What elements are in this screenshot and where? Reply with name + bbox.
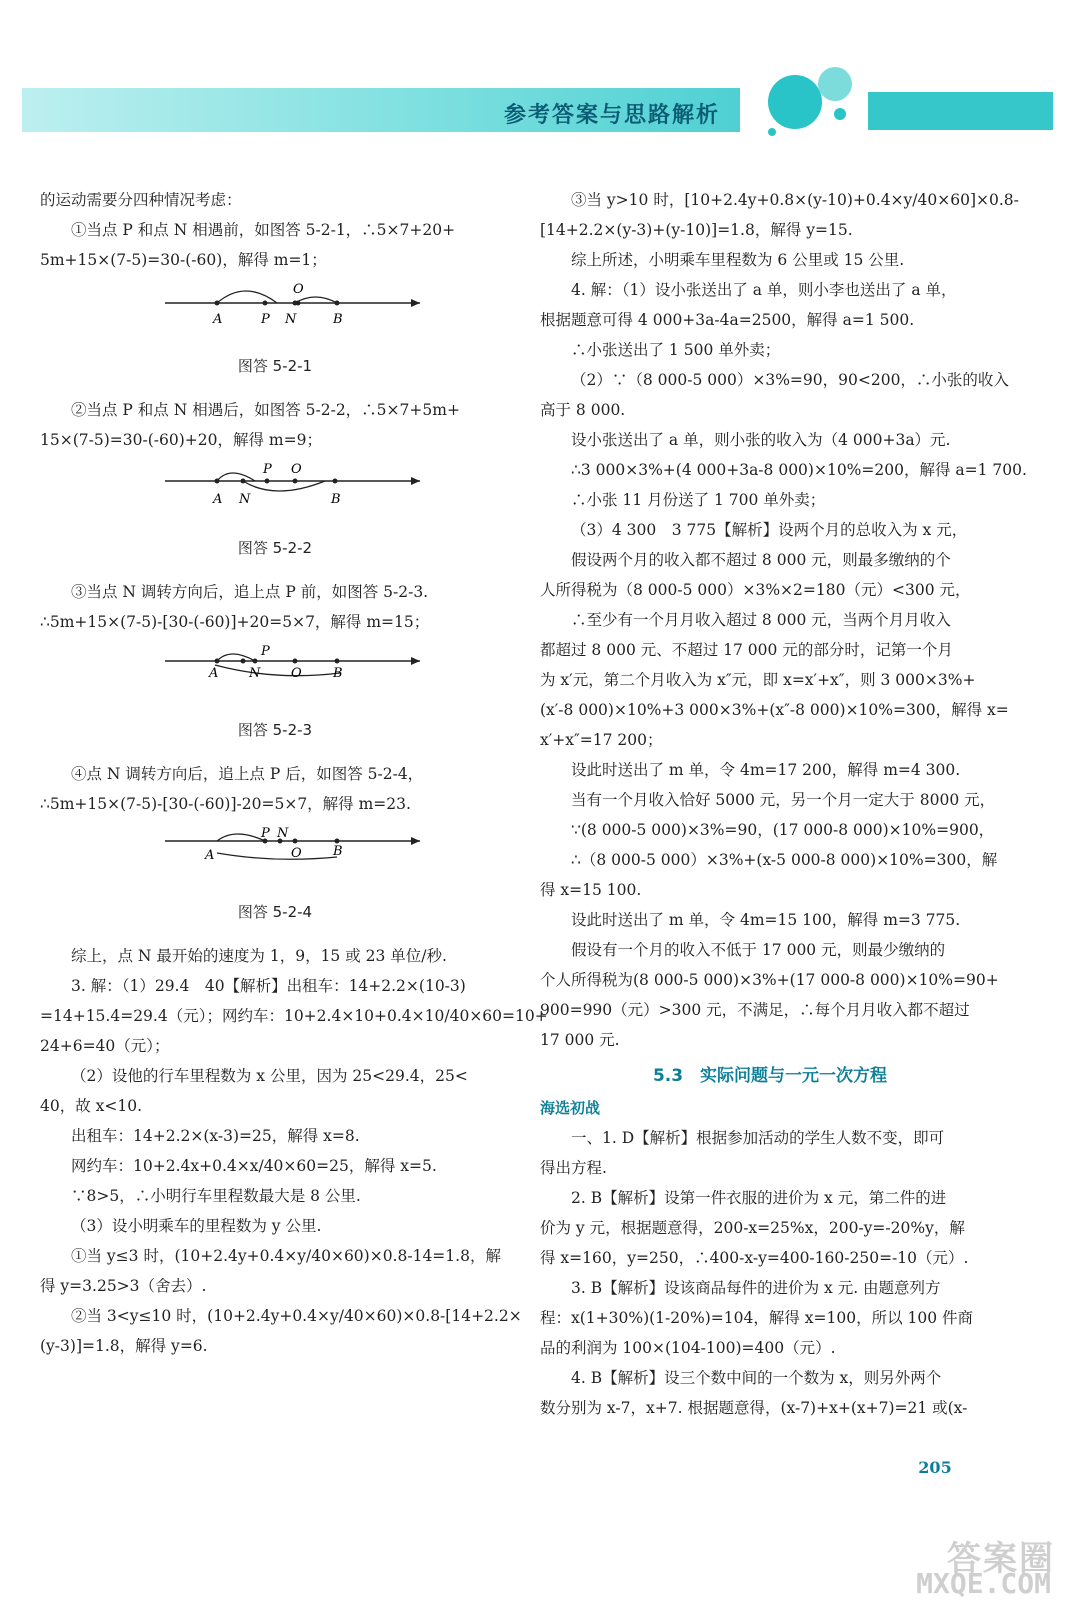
figure-5-2-2	[40, 461, 510, 519]
text-line: 品的利润为 100×(104-100)=400（元）.	[540, 1339, 836, 1357]
text-line: 程：x(1+30%)(1-20%)=104，解得 x=100，所以 100 件商	[540, 1309, 974, 1327]
text-line: ∵8>5，∴小明行车里程数最大是 8 公里.	[71, 1187, 361, 1205]
svg-text:A: A	[205, 848, 215, 863]
header-band-right	[868, 92, 1053, 130]
text-line: 2. B【解析】设第一件衣服的进价为 x 元，第二件的进	[571, 1189, 947, 1207]
text-line: 得 x=15 100.	[540, 881, 642, 899]
text-line: ∴小张 11 月份送了 1 700 单外卖；	[571, 491, 826, 509]
bubble-medium	[818, 67, 852, 101]
page-number: 205	[918, 1458, 952, 1477]
bubble-decoration	[760, 60, 870, 150]
text-line: 的运动需要分四种情况考虑：	[40, 191, 242, 209]
bubble-small	[834, 108, 846, 120]
number-line-diagram	[125, 281, 425, 327]
text-line: 假设两个月的收入都不超过 8 000 元，则最多缴纳的个	[571, 551, 951, 569]
subsection-title: 海选初战	[540, 1099, 601, 1117]
figure-5-2-1	[40, 281, 510, 337]
text-line: (x′-8 000)×10%+3 000×3%+(x″-8 000)×10%=300，解得 x=	[540, 701, 1009, 719]
number-line-diagram	[125, 643, 425, 691]
left-column	[40, 185, 548, 1361]
text-line: 个人所得税为(8 000-5 000)×3%+(17 000-8 000)×10%=90+	[540, 971, 999, 989]
figure-5-2-3	[40, 643, 510, 701]
figure-caption: 图答 5-2-4	[237, 903, 313, 921]
text-line: 综上所述，小明乘车里程数为 6 公里或 15 公里.	[571, 251, 905, 269]
svg-text:A: A	[213, 492, 223, 507]
text-line: 5m+15×(7-5)=30-(-60)，解得 m=1；	[40, 251, 327, 269]
text-line: （3）4 300 3 775【解析】设两个月的总收入为 x 元，	[571, 521, 968, 539]
svg-text:N: N	[239, 492, 251, 507]
text-line: 4. B【解析】设三个数中间的一个数为 x，则另外两个	[571, 1369, 942, 1387]
label: N	[285, 312, 297, 327]
text-line: （3）设小明乘车的里程数为 y 公里.	[71, 1217, 322, 1235]
text-line: ∴至少有一个月月收入超过 8 000 元，当两个月月收入	[571, 611, 951, 629]
svg-text:P: P	[261, 644, 270, 659]
right-column	[540, 185, 1027, 1423]
label: P	[261, 312, 270, 327]
text-line: ③当 y>10 时，[10+2.4y+0.8×(y-10)+0.4×y/40×60]×0.8-	[571, 191, 1019, 209]
svg-text:P: P	[263, 462, 272, 477]
text-line: ②当点 P 和点 N 相遇后，如图答 5-2-2，∴5×7+5m+	[71, 401, 460, 419]
text-line: 24+6=40（元）；	[40, 1037, 170, 1055]
text-line: 出租车：14+2.2×(x-3)=25，解得 x=8.	[71, 1127, 360, 1145]
text-line: 设小张送出了 a 单，则小张的收入为（4 000+3a）元.	[571, 431, 951, 449]
svg-text:B: B	[333, 844, 343, 859]
text-line: =14+15.4=29.4（元）；网约车：10+2.4×10+0.4×10/40×60=10+	[40, 1007, 548, 1025]
svg-text:N: N	[277, 826, 289, 841]
text-line: ∴（8 000-5 000）×3%+(x-5 000-8 000)×10%=300，解	[571, 851, 998, 869]
svg-text:B: B	[333, 666, 343, 681]
text-line: ③当点 N 调转方向后，追上点 P 前，如图答 5-2-3.	[71, 583, 429, 601]
text-line: ①当点 P 和点 N 相遇前，如图答 5-2-1，∴5×7+20+	[71, 221, 456, 239]
text-line: 假设有一个月的收入不低于 17 000 元，则最少缴纳的	[571, 941, 946, 959]
svg-text:N: N	[249, 666, 261, 681]
label: B	[333, 312, 343, 327]
text-line: 网约车：10+2.4x+0.4×x/40×60=25，解得 x=5.	[71, 1157, 437, 1175]
text-line: ∴小张送出了 1 500 单外卖；	[571, 341, 781, 359]
text-line: 40，故 x<10.	[40, 1097, 143, 1115]
text-line: 都超过 8 000 元、不超过 17 000 元的部分时，记第一个月	[540, 641, 953, 659]
text-line: 设此时送出了 m 单，令 4m=15 100，解得 m=3 775.	[571, 911, 961, 929]
text-line: 当有一个月收入恰好 5000 元，另一个月一定大于 8000 元，	[571, 791, 996, 809]
text-line: [14+2.2×(y-3)+(y-10)]=1.8，解得 y=15.	[540, 221, 853, 239]
text-line: 人所得税为（8 000-5 000）×3%×2=180（元）<300 元，	[540, 581, 971, 599]
text-line: 17 000 元.	[540, 1031, 620, 1049]
text-line: 4. 解：（1）设小张送出了 a 单，则小李也送出了 a 单，	[571, 281, 957, 299]
number-line-diagram	[125, 825, 425, 873]
text-line: (y-3)]=1.8，解得 y=6.	[40, 1337, 208, 1355]
label: A	[213, 312, 223, 327]
watermark: 答案圈	[947, 1539, 1055, 1579]
figure-5-2-4	[40, 825, 510, 883]
svg-text:A: A	[209, 666, 219, 681]
text-line: 900=990（元）>300 元，不满足，∴每个月月收入都不超过	[540, 1001, 970, 1019]
text-line: 3. 解：（1）29.4 40【解析】出租车：14+2.2×(10-3)	[71, 977, 466, 995]
text-line: ④点 N 调转方向后，追上点 P 后，如图答 5-2-4，	[71, 765, 424, 783]
text-line: 高于 8 000.	[540, 401, 626, 419]
svg-text:O: O	[291, 462, 302, 477]
svg-text:P: P	[261, 826, 270, 841]
figure-caption: 图答 5-2-2	[237, 539, 313, 557]
watermark-url: MXQE.COM	[916, 1567, 1051, 1600]
header-title: 参考答案与思路解析	[503, 103, 720, 128]
text-line: 为 x′元，第二个月收入为 x″元，即 x=x′+x″，则 3 000×3%+	[540, 671, 976, 689]
section-title: 5.3 实际问题与一元一次方程	[652, 1066, 888, 1086]
text-line: ∵(8 000-5 000)×3%=90，(17 000-8 000)×10%=900，	[571, 821, 995, 839]
text-line: ∴5m+15×(7-5)-[30-(-60)]-20=5×7，解得 m=23.	[40, 795, 411, 813]
text-line: 数分别为 x-7，x+7. 根据题意得，(x-7)+x+(x+7)=21 或(x-	[540, 1399, 968, 1417]
text-line: 得 y=3.25>3（舍去）.	[40, 1277, 207, 1295]
number-line-diagram	[125, 461, 425, 509]
text-line: 价为 y 元，根据题意得，200-x=25%x，200-y=-20%y，解	[540, 1219, 965, 1237]
text-line: 得 x=160，y=250，∴400-x-y=400-160-250=-10（元）.	[540, 1249, 969, 1267]
svg-text:O: O	[291, 846, 302, 861]
text-line: x′+x″=17 200；	[540, 731, 663, 749]
figure-caption: 图答 5-2-1	[237, 357, 313, 375]
text-line: 根据题意可得 4 000+3a-4a=2500，解得 a=1 500.	[540, 311, 915, 329]
svg-text:B: B	[331, 492, 341, 507]
text-line: ②当 3<y≤10 时，(10+2.4y+0.4×y/40×60)×0.8-[14+2.2×	[71, 1307, 522, 1325]
text-line: （2）设他的行车里程数为 x 公里，因为 25<29.4，25<	[71, 1067, 468, 1085]
bubble-tiny	[768, 128, 776, 136]
text-line: 设此时送出了 m 单，令 4m=17 200，解得 m=4 300.	[571, 761, 961, 779]
svg-text:O: O	[291, 666, 302, 681]
text-line: 15×(7-5)=30-(-60)+20，解得 m=9；	[40, 431, 322, 449]
bubble-large	[768, 75, 822, 129]
figure-caption: 图答 5-2-3	[237, 721, 313, 739]
text-line: ∴3 000×3%+(4 000+3a-8 000)×10%=200，解得 a=1 700.	[571, 461, 1027, 479]
text-line: ∴5m+15×(7-5)-[30-(-60)]+20=5×7，解得 m=15；	[40, 613, 430, 631]
text-line: 一、1. D【解析】根据参加活动的学生人数不变，即可	[571, 1129, 945, 1147]
text-line: 3. B【解析】设该商品每件的进价为 x 元. 由题意列方	[571, 1279, 941, 1297]
label: O	[293, 282, 304, 297]
text-line: 综上，点 N 最开始的速度为 1，9，15 或 23 单位/秒.	[71, 947, 447, 965]
text-line: 得出方程.	[540, 1159, 607, 1177]
text-line: ①当 y≤3 时，(10+2.4y+0.4×y/40×60)×0.8-14=1.8，解	[71, 1247, 501, 1265]
text-line: （2）∵（8 000-5 000）×3%=90，90<200，∴小张的收入	[571, 371, 1009, 389]
